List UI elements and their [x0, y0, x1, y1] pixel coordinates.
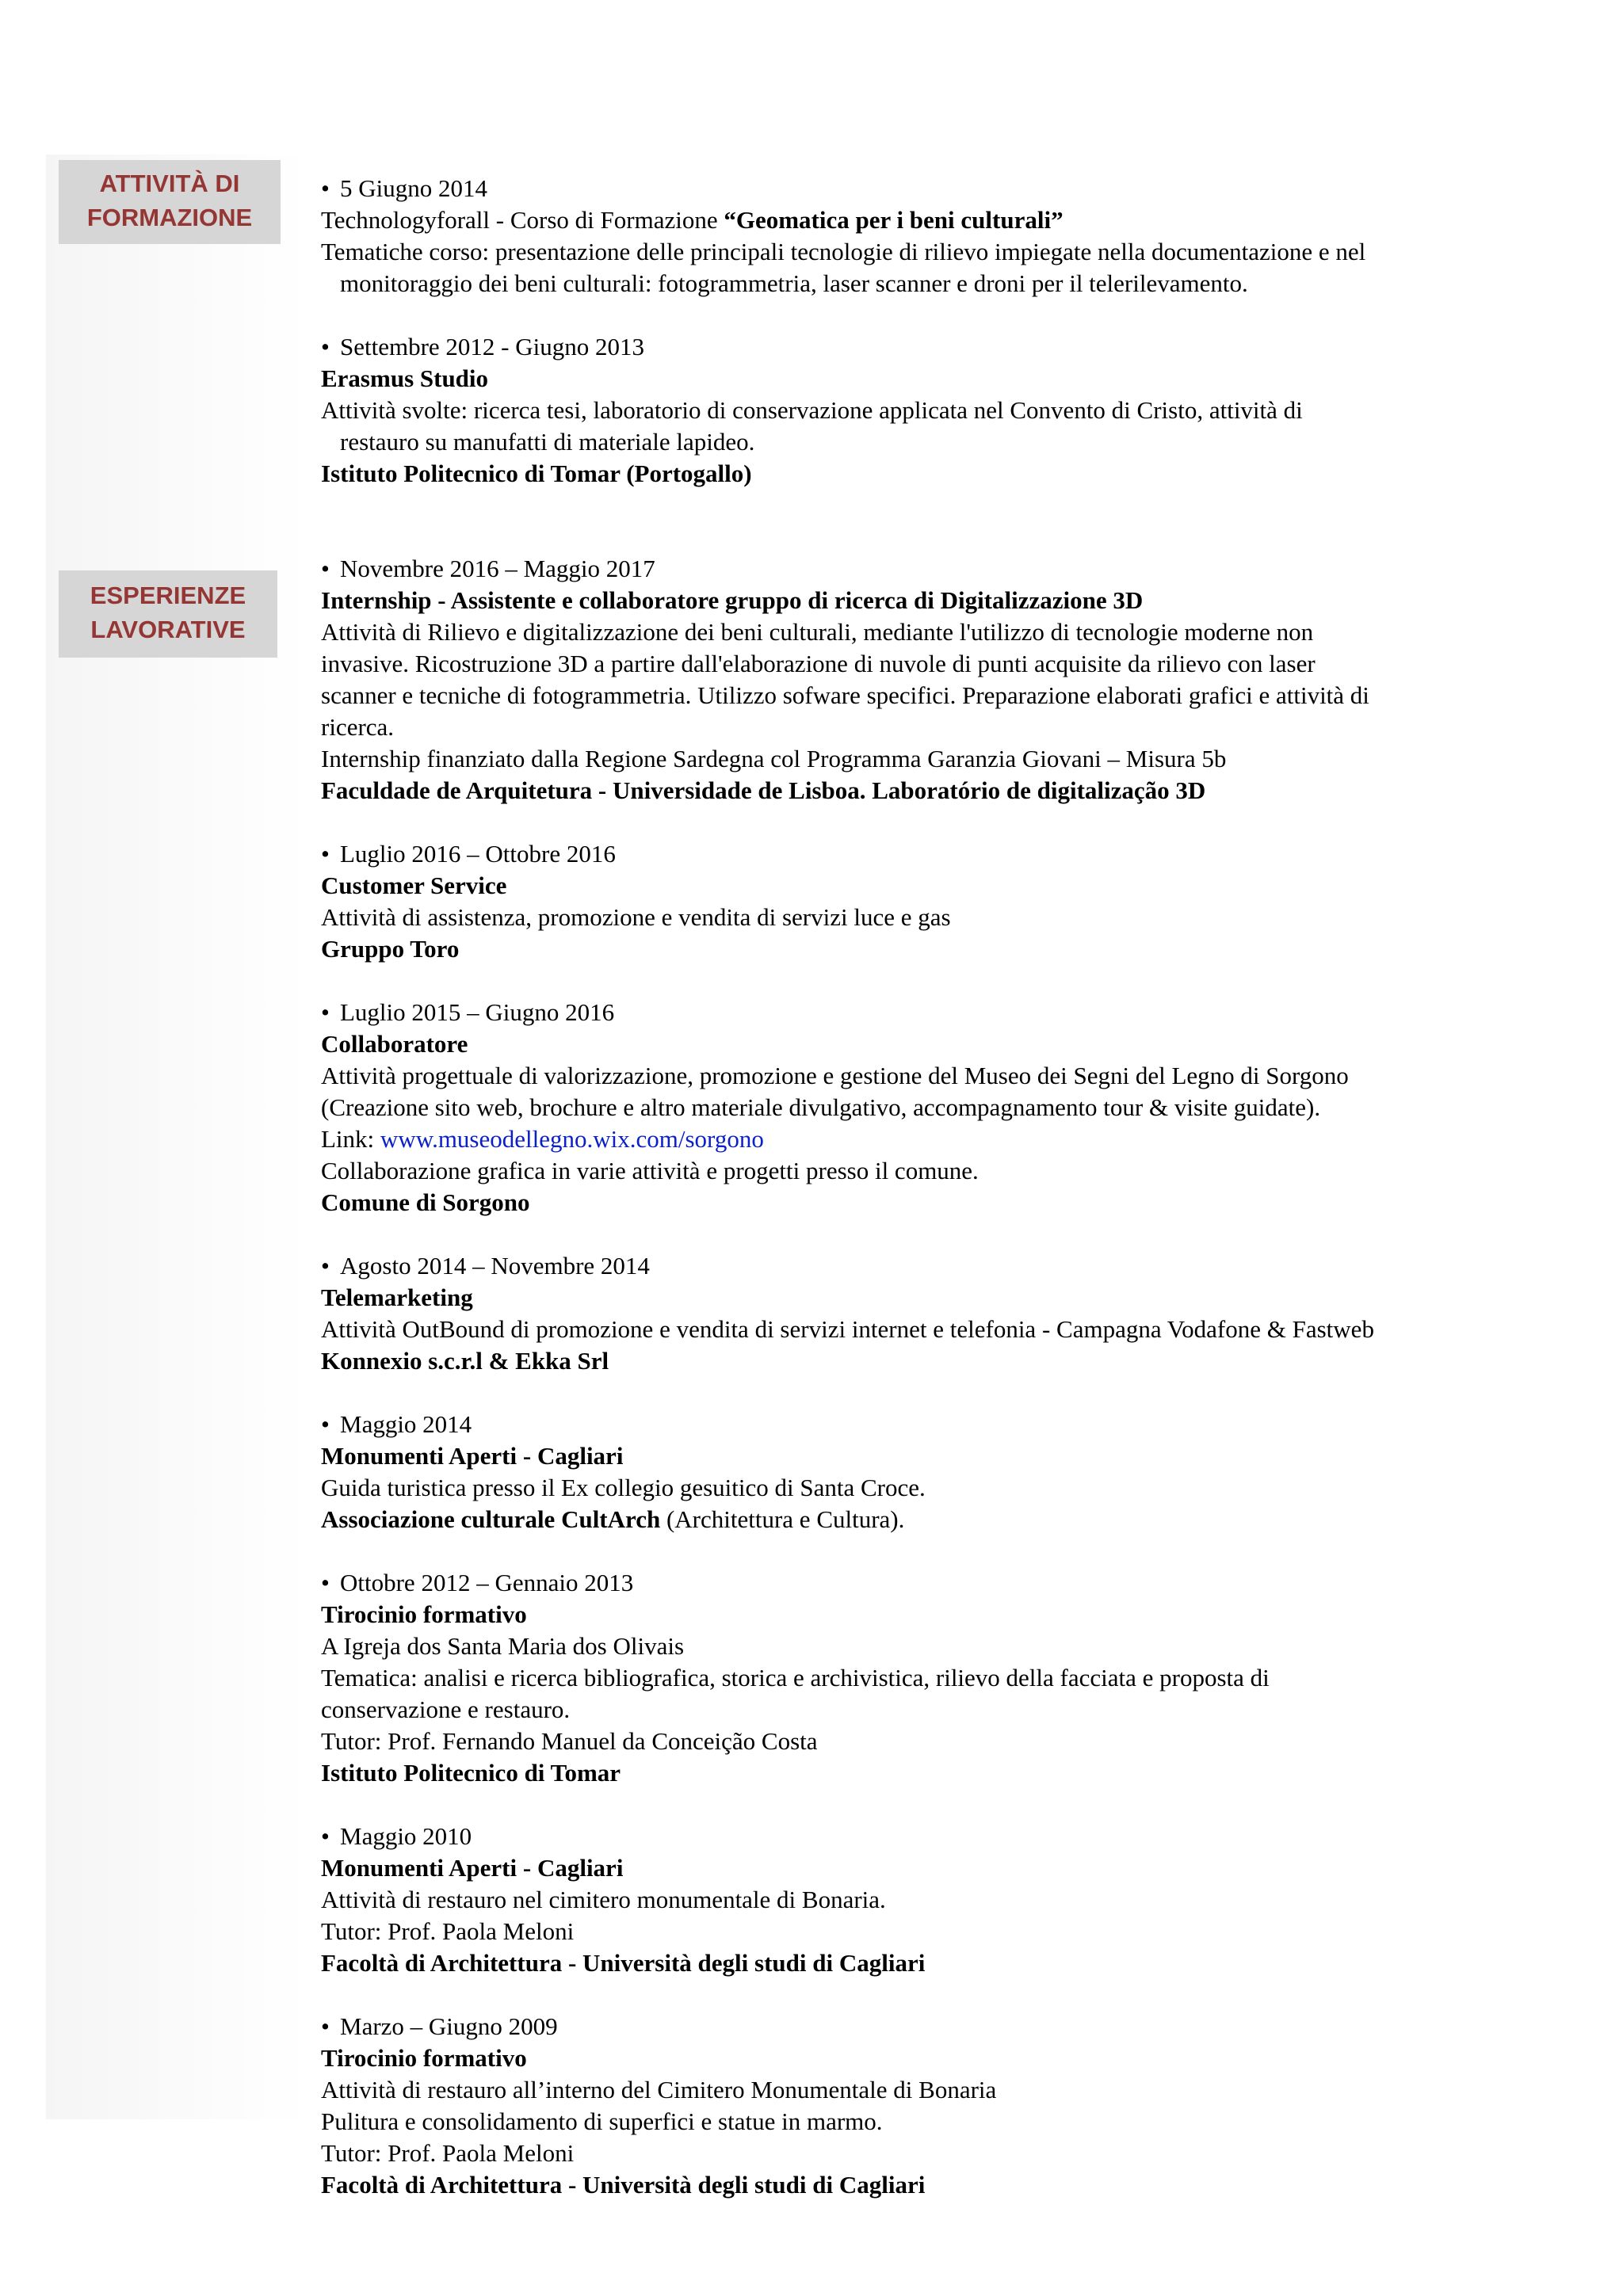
entry-description: Tematica: analisi e ricerca bibliografica, storica e archivistica, rilievo della facciata e proposta di — [321, 1664, 1270, 1691]
esperienze-entry — [321, 553, 1510, 807]
entry-organization: Faculdade de Arquitetura - Universidade de Lisboa. Laboratório de digitalização 3D — [321, 776, 1206, 804]
entry-description: Tematiche corso: presentazione delle principali tecnologie di rilievo impiegate nella documentazione e nel — [321, 238, 1366, 265]
entry-description: Attività progettuale di valorizzazione, promozione e gestione del Museo dei Segni del Legno di Sorgono — [321, 1062, 1349, 1089]
entry-description: ricerca. — [321, 713, 395, 741]
entry-organization: Istituto Politecnico di Tomar (Portogallo) — [321, 460, 752, 487]
entry-organization: Facoltà di Architettura - Università degli studi di Cagliari — [321, 1949, 926, 1977]
entry-organization: Gruppo Toro — [321, 935, 460, 963]
entry-title: Internship - Assistente e collaboratore gruppo di ricerca di Digitalizzazione 3D — [321, 586, 1144, 614]
website-link[interactable]: www.museodellegno.wix.com/sorgono — [380, 1125, 764, 1153]
esperienze-entry — [321, 1821, 1510, 1979]
bullet-icon: • — [321, 840, 330, 868]
entry-date: • Maggio 2014 — [321, 1409, 1510, 1440]
entry-date: • 5 Giugno 2014 — [321, 173, 1510, 204]
entry-organization: Comune di Sorgono — [321, 1188, 530, 1216]
entry-date: • Maggio 2010 — [321, 1821, 1510, 1852]
bullet-icon: • — [321, 2012, 330, 2040]
entry-title: Customer Service — [321, 871, 507, 899]
entry-description: Attività svolte: ricerca tesi, laboratorio di conservazione applicata nel Convento di Cristo, attività di — [321, 396, 1303, 424]
entry-title: Monumenti Aperti - Cagliari — [321, 1854, 624, 1882]
entry-organization: Konnexio s.c.r.l & Ekka Srl — [321, 1347, 609, 1375]
esperienze-entry — [321, 1409, 1510, 1535]
entry-description: conservazione e restauro. — [321, 1695, 571, 1723]
bullet-icon: • — [321, 333, 330, 360]
entry-title: Monumenti Aperti - Cagliari — [321, 1442, 624, 1470]
entry-description: monitoraggio dei beni culturali: fotogrammetria, laser scanner e droni per il telerilevamento. — [340, 269, 1248, 297]
formazione-list — [321, 173, 1510, 490]
entry-title: Collaboratore — [321, 1030, 468, 1058]
bullet-icon: • — [321, 174, 330, 202]
entry-title: Tirocinio formativo — [321, 2044, 527, 2072]
section-label-esperienze — [59, 570, 277, 658]
esperienze-entry — [321, 838, 1510, 965]
entry-organization: Facoltà di Architettura - Università degli studi di Cagliari — [321, 2171, 926, 2199]
entry-date: • Marzo – Giugno 2009 — [321, 2011, 1510, 2042]
bullet-icon: • — [321, 555, 330, 582]
entry-description: Guida turistica presso il Ex collegio gesuitico di Santa Croce. — [321, 1474, 926, 1501]
entry-description: Internship finanziato dalla Regione Sardegna col Programma Garanzia Giovani – Misura 5b — [321, 745, 1227, 772]
entry-description: invasive. Ricostruzione 3D a partire dall'elaborazione di nuvole di punti acquisite da rilievo con laser — [321, 650, 1316, 677]
entry-date: • Luglio 2015 – Giugno 2016 — [321, 997, 1510, 1028]
entry-description: Pulitura e consolidamento di superfici e statue in marmo. — [321, 2107, 883, 2135]
entry-title: Erasmus Studio — [321, 364, 489, 392]
entry-description: Attività di restauro nel cimitero monumentale di Bonaria. — [321, 1886, 886, 1913]
entry-link-line: Link: www.museodellegno.wix.com/sorgono — [321, 1125, 764, 1153]
bullet-icon: • — [321, 1252, 330, 1280]
formazione-entry — [321, 173, 1510, 299]
section-label-line: FORMAZIONE — [86, 204, 253, 231]
esperienze-entry — [321, 2011, 1510, 2201]
entry-date: • Agosto 2014 – Novembre 2014 — [321, 1250, 1510, 1282]
entry-date: • Settembre 2012 - Giugno 2013 — [321, 331, 1510, 363]
esperienze-list — [321, 553, 1510, 2201]
section-label-line: LAVORATIVE — [90, 616, 246, 643]
entry-description: Attività di assistenza, promozione e vendita di servizi luce e gas — [321, 903, 951, 931]
entry-organization: Istituto Politecnico di Tomar — [321, 1759, 621, 1787]
entry-description: A Igreja dos Santa Maria dos Olivais — [321, 1632, 685, 1660]
entry-title: Tirocinio formativo — [321, 1600, 527, 1628]
entry-description: (Creazione sito web, brochure e altro materiale divulgativo, accompagnamento tour & visite guidate). — [321, 1093, 1321, 1121]
entry-title: Telemarketing — [321, 1283, 473, 1311]
formazione-entry — [321, 331, 1510, 490]
bullet-icon: • — [321, 1410, 330, 1438]
entry-date: • Ottobre 2012 – Gennaio 2013 — [321, 1567, 1510, 1599]
entry-description: Attività OutBound di promozione e vendita di servizi internet e telefonia - Campagna Vodafone & Fastweb — [321, 1315, 1374, 1343]
entry-date: • Novembre 2016 – Maggio 2017 — [321, 553, 1510, 585]
entry-description: Tutor: Prof. Fernando Manuel da Conceição Costa — [321, 1727, 818, 1755]
esperienze-entry — [321, 1567, 1510, 1789]
entry-description: Collaborazione grafica in varie attività e progetti presso il comune. — [321, 1157, 979, 1184]
section-label-formazione — [59, 160, 281, 244]
entry-description: scanner e tecniche di fotogrammetria. Utilizzo sofware specifici. Preparazione elaborati grafici e attività di — [321, 681, 1369, 709]
sidebar-shading — [46, 154, 307, 2119]
esperienze-entry — [321, 1250, 1510, 1377]
bullet-icon: • — [321, 998, 330, 1026]
bullet-icon: • — [321, 1822, 330, 1850]
section-label-line: ATTIVITÀ DI — [99, 170, 240, 197]
entry-description: restauro su manufatti di materiale lapideo. — [340, 428, 755, 456]
bullet-icon: • — [321, 1569, 330, 1596]
entry-description: Tutor: Prof. Paola Meloni — [321, 2139, 575, 2167]
entry-description: Tutor: Prof. Paola Meloni — [321, 1917, 575, 1945]
entry-organization: Associazione culturale CultArch (Architettura e Cultura). — [321, 1505, 905, 1533]
esperienze-entry — [321, 997, 1510, 1219]
entry-description: Attività di Rilievo e digitalizzazione dei beni culturali, mediante l'utilizzo di tecnologie moderne non — [321, 618, 1314, 646]
entry-date: • Luglio 2016 – Ottobre 2016 — [321, 838, 1510, 870]
entry-title: Technologyforall - Corso di Formazione “Geomatica per i beni culturali” — [321, 206, 1064, 234]
entry-description: Attività di restauro all’interno del Cimitero Monumentale di Bonaria — [321, 2076, 997, 2103]
section-label-line: ESPERIENZE — [90, 582, 246, 609]
